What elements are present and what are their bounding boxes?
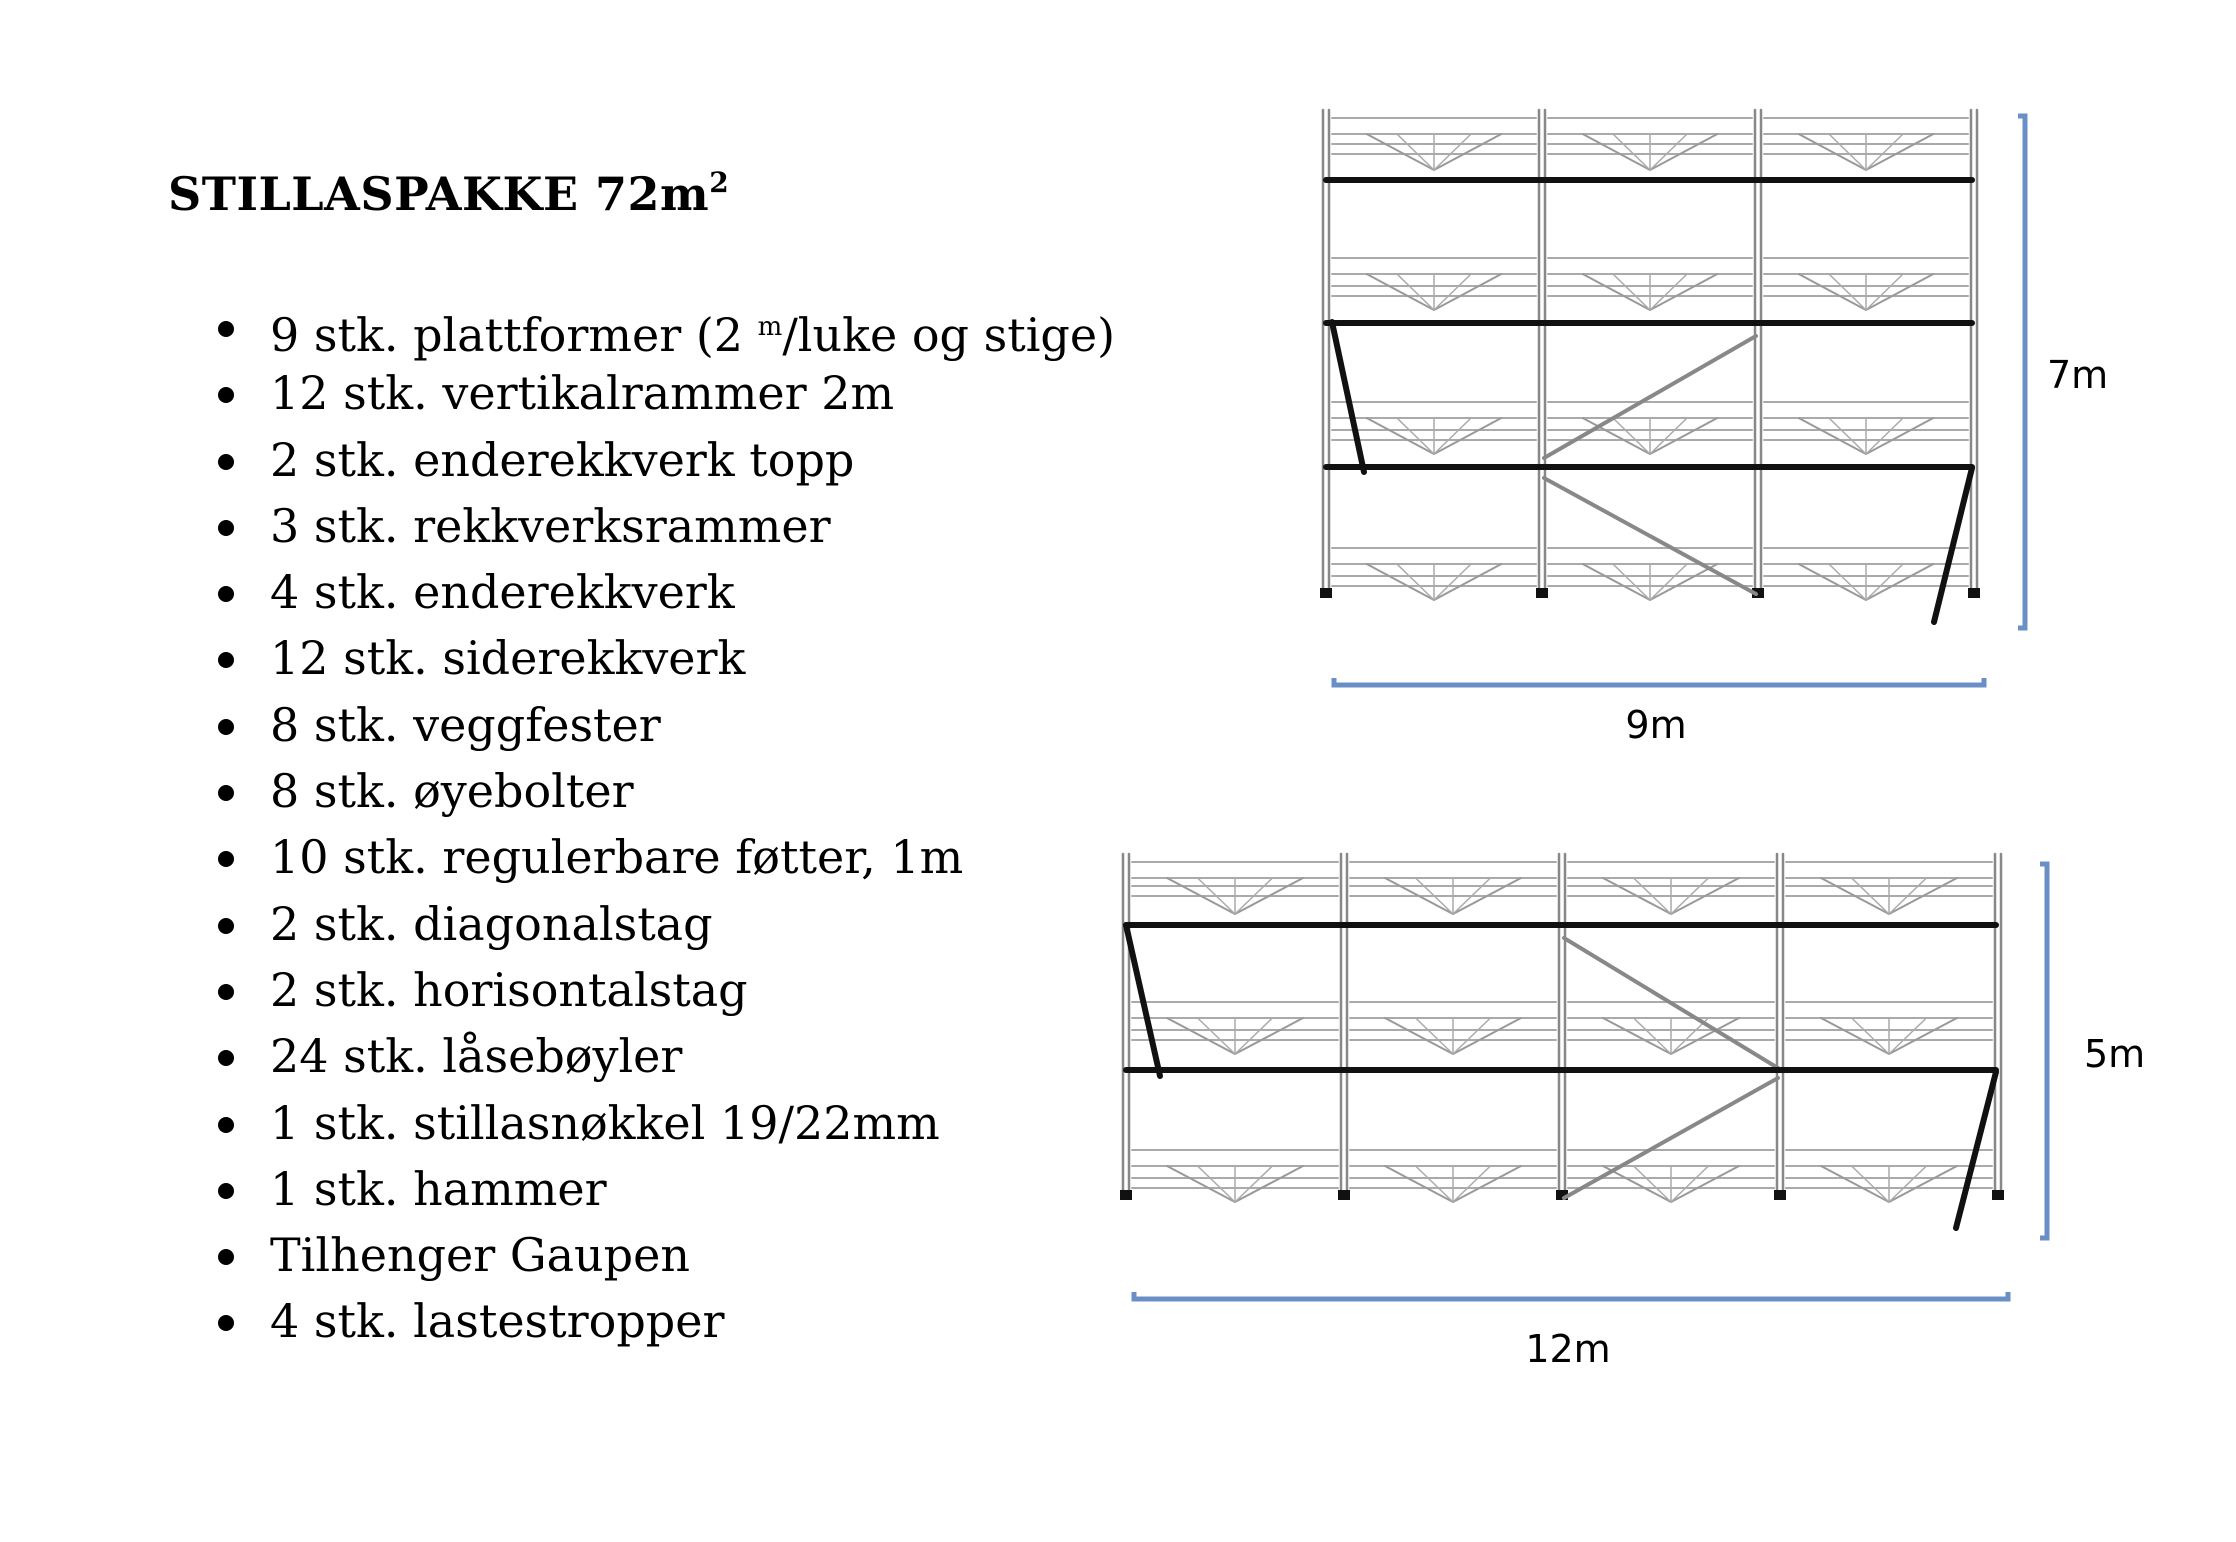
- truss-line: [1167, 1018, 1235, 1054]
- truss-line: [1397, 564, 1434, 600]
- truss-line: [1434, 274, 1501, 310]
- truss-line: [1650, 274, 1687, 310]
- truss-line: [1434, 418, 1501, 454]
- truss-line: [1453, 1166, 1490, 1202]
- base-foot: [1120, 1190, 1132, 1200]
- truss-line: [1821, 1166, 1889, 1202]
- base-foot: [1968, 588, 1980, 598]
- truss-line: [1889, 1018, 1926, 1054]
- list-item-text: 8 stk. veggfester: [270, 697, 661, 752]
- truss-line: [1603, 1018, 1671, 1054]
- height-label-top: 7m: [2047, 353, 2109, 397]
- truss-line: [1613, 134, 1650, 170]
- truss-line: [1866, 418, 1903, 454]
- list-item-text: 12 stk. vertikalrammer 2m: [270, 366, 895, 421]
- ladder: [1934, 468, 1972, 622]
- truss-line: [1453, 1018, 1521, 1054]
- truss-line: [1866, 134, 1903, 170]
- truss-line: [1866, 274, 1903, 310]
- truss-line: [1613, 274, 1650, 310]
- truss-line: [1167, 1166, 1235, 1202]
- truss-line: [1235, 1166, 1303, 1202]
- list-item-superscript: m: [757, 312, 783, 342]
- truss-line: [1650, 274, 1717, 310]
- truss-line: [1198, 1018, 1235, 1054]
- ladder: [1126, 925, 1160, 1076]
- truss-line: [1416, 1166, 1453, 1202]
- base-foot: [1536, 588, 1548, 598]
- width-dimension-line-bottom: [1134, 1292, 2008, 1299]
- scaffold-diagram-top: [1320, 110, 1980, 622]
- list-item-text: 12 stk. siderekkverk: [270, 631, 746, 686]
- truss-line: [1650, 564, 1687, 600]
- ladder: [1332, 322, 1364, 472]
- truss-line: [1367, 274, 1434, 310]
- height-dimension-line-top: [2018, 116, 2025, 628]
- truss-line: [1434, 274, 1471, 310]
- list-item-text: 1 stk. hammer: [270, 1161, 607, 1216]
- truss-line: [1799, 418, 1866, 454]
- list-item-text: 10 stk. regulerbare føtter, 1m: [270, 830, 964, 885]
- truss-line: [1650, 418, 1717, 454]
- width-dimension-line-top: [1334, 678, 1984, 685]
- list-item-text: 2 stk. enderekkverk topp: [270, 432, 855, 487]
- truss-line: [1416, 1018, 1453, 1054]
- truss-line: [1235, 1166, 1272, 1202]
- base-foot: [1338, 1190, 1350, 1200]
- base-foot: [1774, 1190, 1786, 1200]
- truss-line: [1613, 418, 1650, 454]
- truss-line: [1434, 564, 1501, 600]
- truss-line: [1650, 418, 1687, 454]
- truss-line: [1866, 134, 1933, 170]
- truss-line: [1397, 418, 1434, 454]
- truss-line: [1650, 134, 1717, 170]
- truss-line: [1453, 1166, 1521, 1202]
- page-title-superscript: 2: [709, 166, 730, 199]
- truss-line: [1397, 134, 1434, 170]
- truss-line: [1821, 1018, 1889, 1054]
- truss-line: [1650, 134, 1687, 170]
- truss-line: [1583, 564, 1650, 600]
- truss-line: [1889, 1166, 1926, 1202]
- base-foot: [1320, 588, 1332, 598]
- truss-line: [1829, 564, 1866, 600]
- width-label-bottom: 12m: [1525, 1327, 1611, 1371]
- list-item-text: 1 stk. stillasnøkkel 19/22mm: [270, 1095, 940, 1150]
- truss-line: [1634, 1018, 1671, 1054]
- truss-line: [1634, 1166, 1671, 1202]
- truss-line: [1235, 1018, 1303, 1054]
- truss-line: [1385, 1018, 1453, 1054]
- truss-line: [1799, 564, 1866, 600]
- list-item-text: 24 stk. låsebøyler: [270, 1029, 683, 1084]
- truss-line: [1829, 134, 1866, 170]
- page-title-text: STILLASPAKKE 72m: [168, 167, 710, 221]
- list-item-text: 9 stk. plattformer (2: [270, 308, 758, 362]
- base-foot: [1992, 1190, 2004, 1200]
- truss-line: [1852, 1018, 1889, 1054]
- truss-line: [1434, 418, 1471, 454]
- truss-line: [1866, 564, 1933, 600]
- height-dimension-line-bottom: [2040, 864, 2047, 1238]
- truss-line: [1889, 1166, 1957, 1202]
- scaffold-diagram-bottom: [1120, 854, 2004, 1228]
- truss-line: [1799, 134, 1866, 170]
- truss-line: [1385, 1166, 1453, 1202]
- truss-line: [1799, 274, 1866, 310]
- list-item-text: Tilhenger Gaupen: [270, 1228, 690, 1283]
- truss-line: [1235, 1018, 1272, 1054]
- list-item-text: 2 stk. horisontalstag: [270, 962, 748, 1017]
- truss-line: [1367, 134, 1434, 170]
- truss-line: [1829, 274, 1866, 310]
- truss-line: [1198, 1166, 1235, 1202]
- truss-line: [1889, 1018, 1957, 1054]
- truss-line: [1434, 134, 1471, 170]
- truss-line: [1866, 274, 1933, 310]
- truss-line: [1434, 564, 1471, 600]
- list-item-text: 8 stk. øyebolter: [270, 764, 634, 819]
- truss-line: [1852, 1166, 1889, 1202]
- list-item-text: 4 stk. enderekkverk: [270, 565, 735, 620]
- truss-line: [1367, 564, 1434, 600]
- truss-line: [1583, 274, 1650, 310]
- list-item-text: 4 stk. lastestropper: [270, 1294, 725, 1349]
- truss-line: [1367, 418, 1434, 454]
- truss-line: [1866, 418, 1933, 454]
- list-item-text: 2 stk. diagonalstag: [270, 896, 713, 951]
- truss-line: [1434, 134, 1501, 170]
- truss-line: [1453, 1018, 1490, 1054]
- truss-line: [1829, 418, 1866, 454]
- truss-line: [1671, 1166, 1708, 1202]
- truss-line: [1583, 134, 1650, 170]
- truss-line: [1613, 564, 1650, 600]
- truss-line: [1583, 418, 1650, 454]
- width-label-top: 9m: [1625, 703, 1687, 747]
- list-item-text-end: /luke og stige): [782, 308, 1116, 362]
- truss-line: [1866, 564, 1903, 600]
- truss-line: [1671, 1166, 1739, 1202]
- height-label-bottom: 5m: [2084, 1032, 2146, 1076]
- list-item-text: 3 stk. rekkverksrammer: [270, 498, 831, 553]
- truss-line: [1397, 274, 1434, 310]
